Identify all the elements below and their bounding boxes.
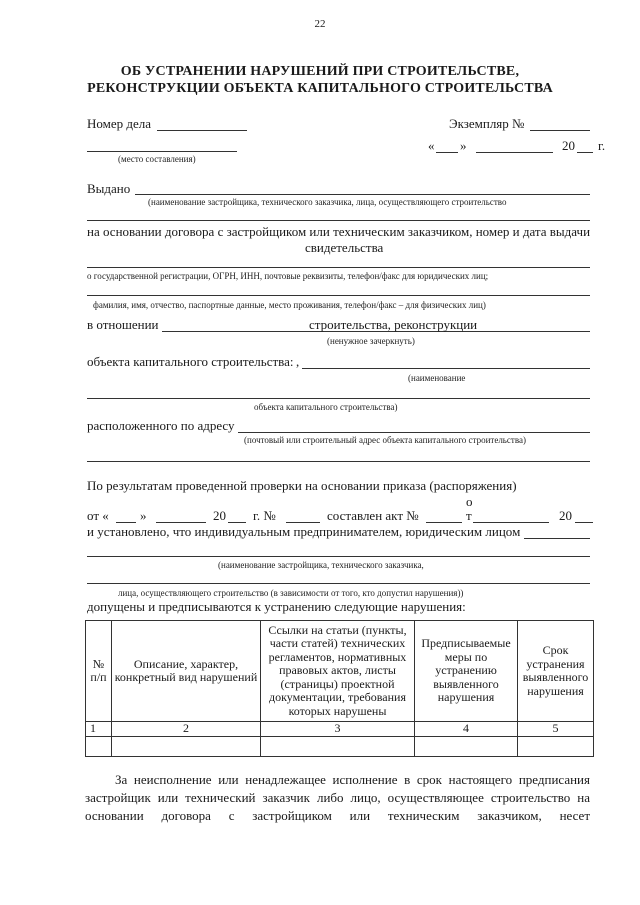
date-month-field[interactable] xyxy=(476,152,553,153)
act-year-prefix: 20 xyxy=(559,508,572,523)
column-number-3: 3 xyxy=(261,722,415,737)
relation-caption: (ненужное зачеркнуть) xyxy=(327,336,415,346)
act-number-field[interactable] xyxy=(426,522,462,523)
order-year-field[interactable] xyxy=(228,522,246,523)
address-field[interactable] xyxy=(238,432,590,433)
issued-field-2[interactable] xyxy=(87,220,590,221)
legal-entity-caption: о государственной регистрации, ОГРН, ИНН, почтовые реквизиты, телефон/факс для юридических лиц; xyxy=(87,271,489,281)
address-field-2[interactable] xyxy=(87,461,590,462)
object-caption-name: (наименование xyxy=(408,373,466,383)
table-header-row xyxy=(86,621,594,722)
place-caption: (место составления) xyxy=(118,154,196,164)
object-label: объекта капитального строительства: xyxy=(87,354,294,369)
object-name-field[interactable] xyxy=(302,368,590,369)
inspection-line-1: По результатам проведенной проверки на основании приказа (распоряжения) xyxy=(87,478,517,493)
address-label: расположенного по адресу xyxy=(87,418,235,433)
order-day-field[interactable] xyxy=(116,522,136,523)
registration-field[interactable] xyxy=(87,267,590,268)
permitted-text: допущены и предписываются к устранению следующие нарушения: xyxy=(87,599,466,614)
date-close-quote: » xyxy=(460,138,467,153)
column-number-1: 1 xyxy=(86,722,112,737)
act-year-field[interactable] xyxy=(575,522,593,523)
order-month-field[interactable] xyxy=(156,522,206,523)
place-field[interactable] xyxy=(87,151,237,152)
issued-caption: (наименование застройщика, технического заказчика, лица, осуществляющего строительство xyxy=(148,197,507,207)
contract-line-2: свидетельства xyxy=(305,240,384,255)
table-cell[interactable] xyxy=(415,737,518,757)
case-number-field[interactable] xyxy=(157,130,247,131)
object-caption-object: объекта капитального строительства) xyxy=(254,402,398,412)
date-year-prefix: 20 xyxy=(562,138,575,153)
order-number-field[interactable] xyxy=(286,522,320,523)
violator-caption-name: (наименование застройщика, технического заказчика, xyxy=(218,560,424,570)
date-open-quote: « xyxy=(428,138,435,153)
copy-number-field[interactable] xyxy=(530,130,590,131)
column-number-2: 2 xyxy=(112,722,261,737)
footer-paragraph xyxy=(85,771,590,825)
table-cell[interactable] xyxy=(86,737,112,757)
footer-line-1: За неисполнение или ненадлежащее исполнение в срок настоящего предписания xyxy=(115,772,590,787)
case-number-label: Номер дела xyxy=(87,116,152,131)
date-day-field[interactable] xyxy=(436,152,458,153)
header-cell-measures: Предписываемые меры по устранению выявленного нарушения xyxy=(415,621,518,722)
violator-caption-person: лица, осуществляющего строительство (в зависимости от того, кто допустил нарушения)) xyxy=(118,588,464,598)
object-name-field-2[interactable] xyxy=(87,398,590,399)
violations-table xyxy=(85,620,594,757)
inspection-o-letter: о xyxy=(466,494,473,509)
title-line-2: РЕКОНСТРУКЦИИ ОБЪЕКТА КАПИТАЛЬНОГО СТРОИТЕЛЬСТВА xyxy=(87,81,553,96)
established-text: и установлено, что индивидуальным предпринимателем, юридическим лицом xyxy=(87,524,521,539)
act-date-field[interactable] xyxy=(473,522,549,523)
issued-label: Выдано xyxy=(87,181,131,196)
act-t-letter: т xyxy=(466,508,472,523)
individual-caption: фамилия, имя, отчество, паспортные данные, место проживания, телефон/факс – для физических лиц) xyxy=(93,300,486,310)
table-cell[interactable] xyxy=(518,737,594,757)
table-cell[interactable] xyxy=(261,737,415,757)
header-cell-description: Описание, характер, конкретный вид нарушений xyxy=(112,621,261,722)
object-comma: , xyxy=(296,354,300,369)
violator-field-2[interactable] xyxy=(87,556,590,557)
address-caption: (почтовый или строительный адрес объекта капитального строительства) xyxy=(244,435,526,445)
header-cell-number: № п/п xyxy=(86,621,112,722)
table-number-row xyxy=(86,722,594,737)
column-number-4: 4 xyxy=(415,722,518,737)
relation-label: в отношении xyxy=(87,317,159,332)
footer-line-2: застройщик или технический заказчик либо лицо, осуществляющее строительство на xyxy=(85,790,590,805)
violator-field-3[interactable] xyxy=(87,583,590,584)
order-from-label: от « xyxy=(87,508,109,523)
personal-data-field[interactable] xyxy=(87,295,590,296)
header-cell-references: Ссылки на статьи (пункты, части статей) технических регламентов, нормативных правовых актов, листы (страницы) проектной документации, требования которых нарушены xyxy=(261,621,415,722)
issued-field[interactable] xyxy=(135,194,590,195)
order-year-prefix: 20 xyxy=(213,508,226,523)
act-label: составлен акт № xyxy=(327,508,419,523)
copy-number-label: Экземпляр № xyxy=(449,116,525,131)
order-number-label: г. № xyxy=(253,508,276,523)
column-number-5: 5 xyxy=(518,722,594,737)
table-cell[interactable] xyxy=(112,737,261,757)
violator-field[interactable] xyxy=(524,538,590,539)
date-year-suffix: г. xyxy=(598,138,606,153)
date-year-field[interactable] xyxy=(577,152,593,153)
header-cell-deadline: Срок устранения выявленного нарушения xyxy=(518,621,594,722)
contract-line-1: на основании договора с застройщиком или техническим заказчиком, номер и дата выдачи xyxy=(87,224,591,239)
page-number: 22 xyxy=(314,18,326,30)
title-line-1: ОБ УСТРАНЕНИИ НАРУШЕНИЙ ПРИ СТРОИТЕЛЬСТВЕ, xyxy=(120,64,520,79)
footer-line-3: основании договора с застройщиком или техническим заказчиком, несет xyxy=(85,808,590,823)
order-close-quote: » xyxy=(140,508,147,523)
relation-value: строительства, реконструкции xyxy=(309,317,478,332)
table-row[interactable] xyxy=(86,737,594,757)
